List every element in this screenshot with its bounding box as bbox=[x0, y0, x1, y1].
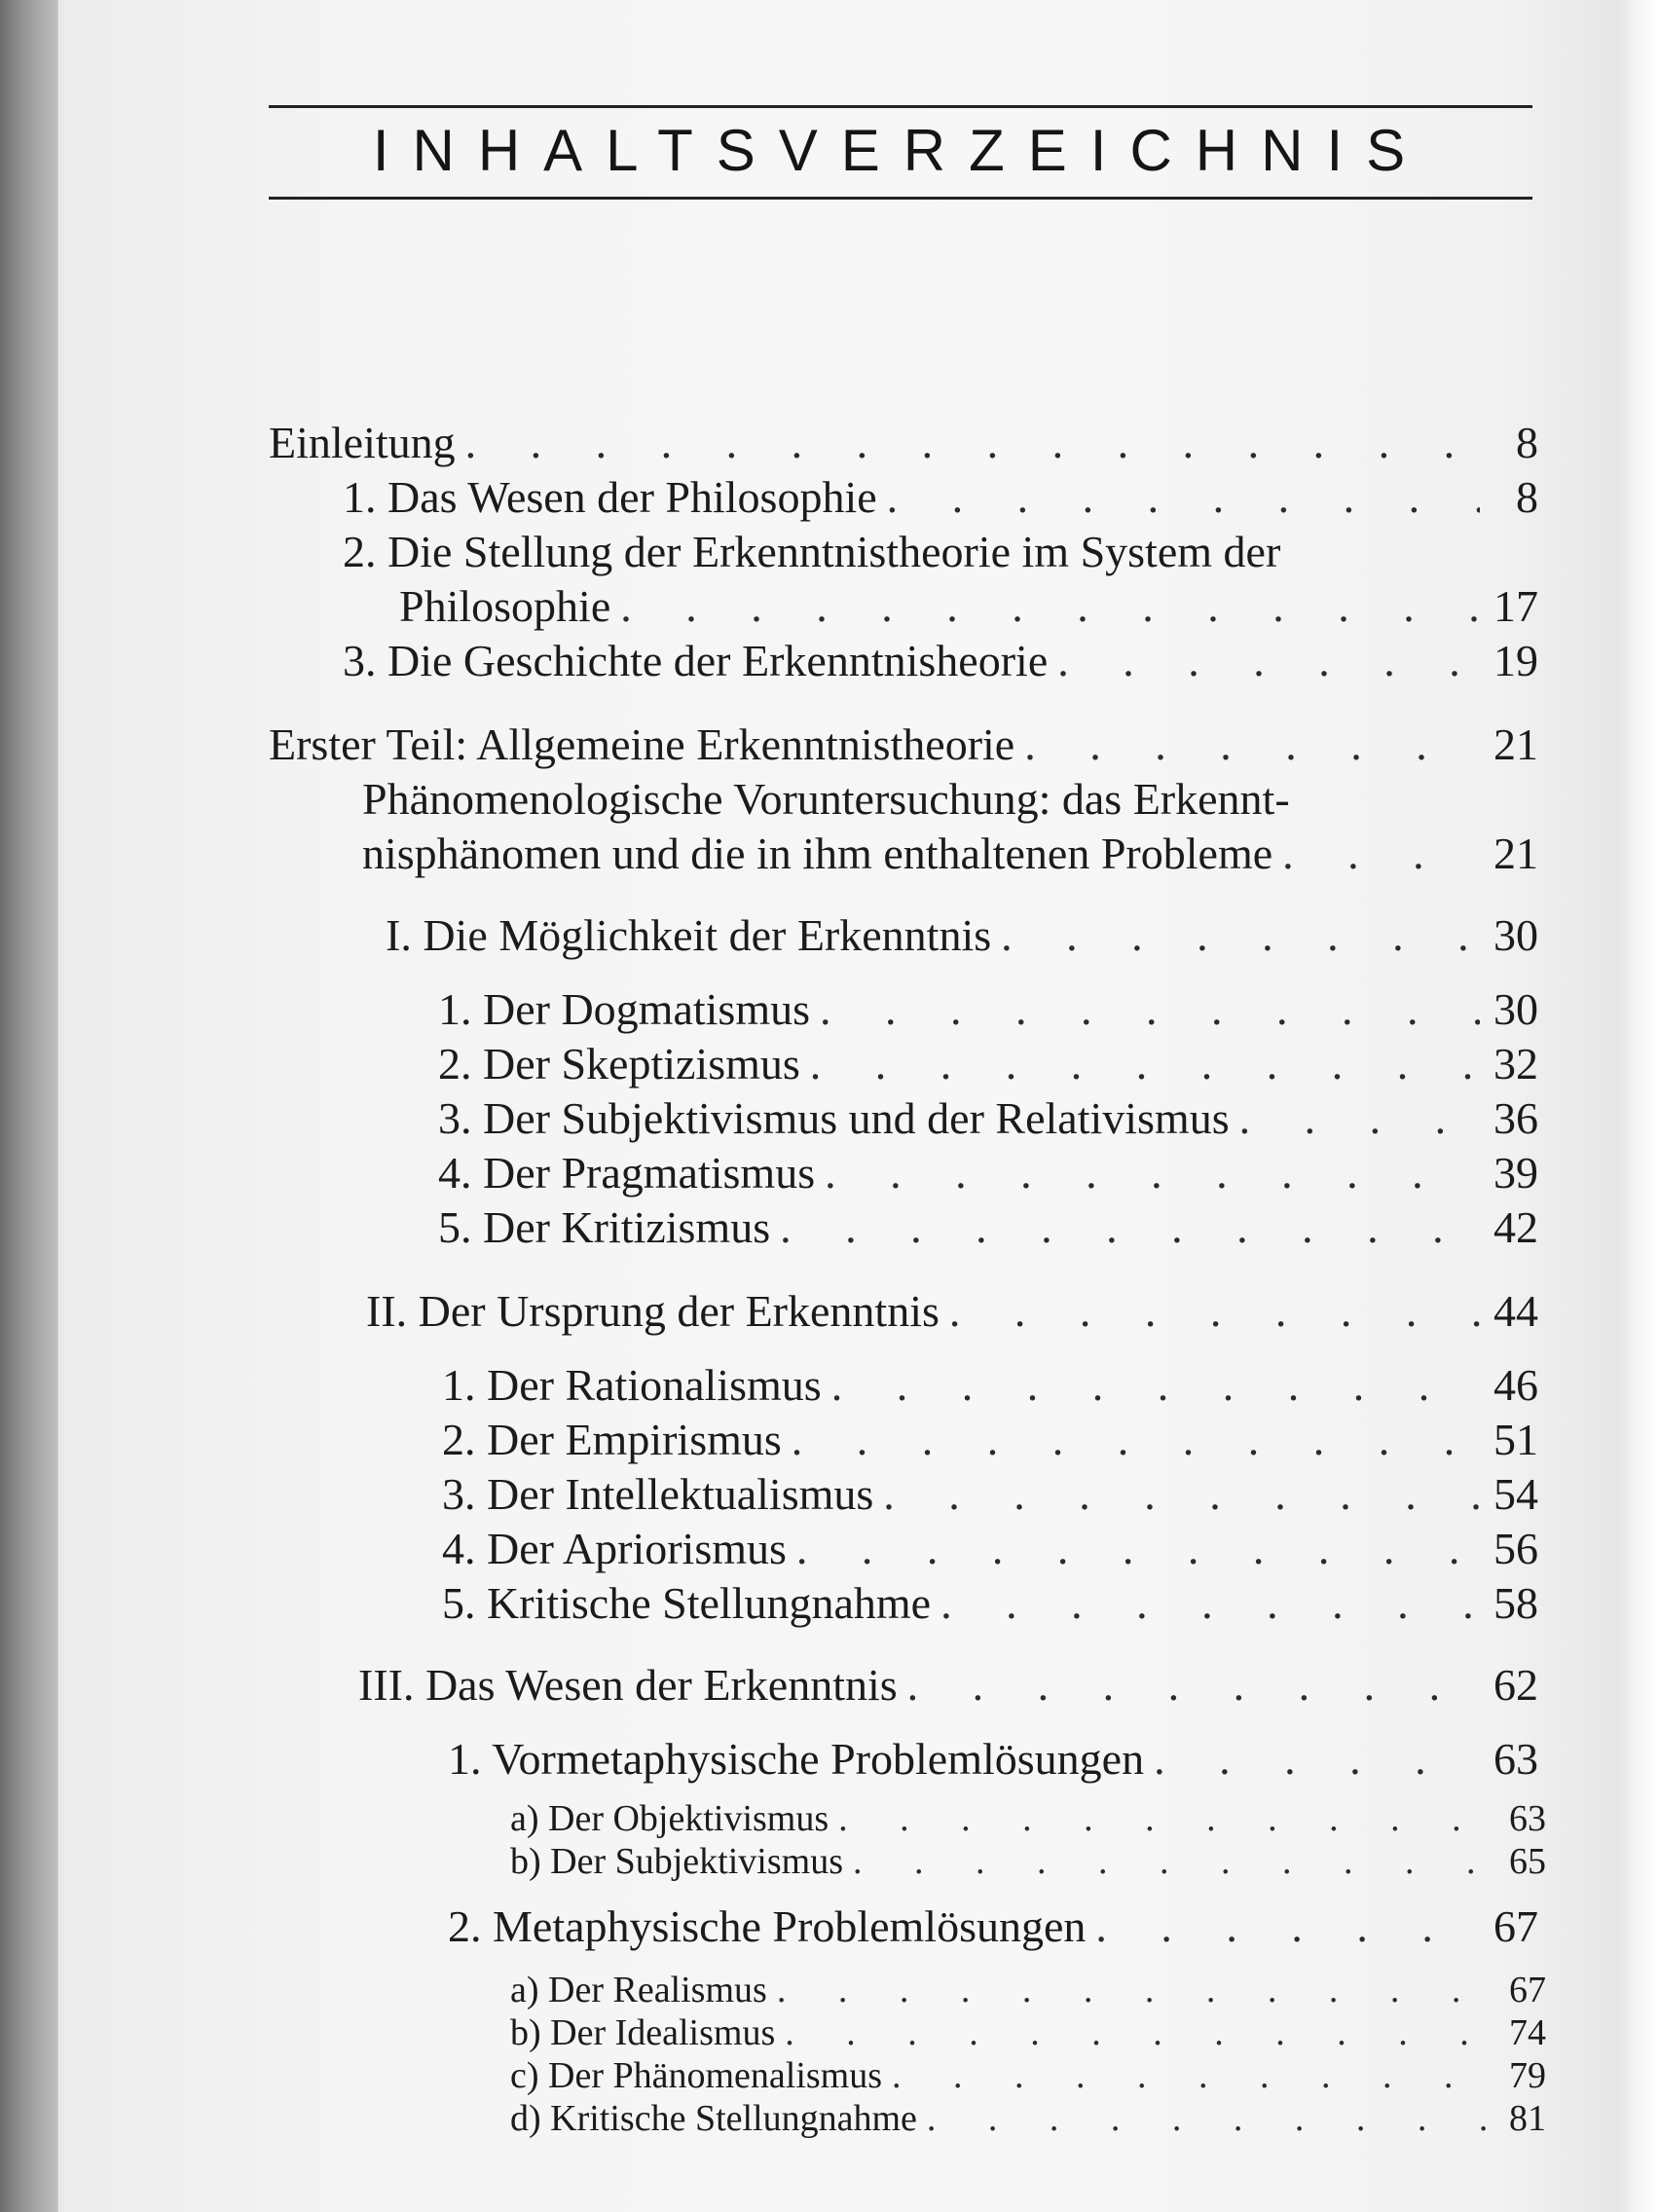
toc-entry-label: 5. Der Kritizismus bbox=[438, 1202, 771, 1252]
toc-entry-page: 65 bbox=[1509, 1841, 1546, 1882]
toc-entry bbox=[399, 580, 1538, 632]
toc-leader-dots bbox=[927, 2097, 1488, 2140]
toc-entry bbox=[366, 1285, 1538, 1337]
toc-entry-label: nisphänomen und die in ihm enthaltenen Probleme bbox=[362, 829, 1273, 878]
toc-leader-dots bbox=[792, 1414, 1480, 1465]
toc-entry-label: 3. Der Intellektualismus bbox=[442, 1469, 874, 1519]
toc-entry-page: 81 bbox=[1509, 2098, 1546, 2139]
toc-entry bbox=[362, 828, 1538, 879]
toc-leader-dots bbox=[949, 1285, 1480, 1337]
toc-entry bbox=[438, 1147, 1538, 1198]
toc-entry bbox=[442, 1359, 1538, 1411]
toc-entry bbox=[510, 2054, 1546, 2097]
toc-entry bbox=[442, 1577, 1538, 1629]
toc-entry-page: 8 bbox=[1516, 472, 1538, 522]
toc-leader-dots bbox=[831, 1359, 1480, 1411]
toc-entry-label: b) Der Idealismus bbox=[510, 2012, 776, 2053]
toc-leader-dots bbox=[777, 1969, 1488, 2011]
toc-entry-label: Einleitung bbox=[269, 418, 456, 467]
toc-entry-label: Phänomenologische Voruntersuchung: das Erkennt- bbox=[362, 774, 1290, 824]
toc-leader-dots bbox=[796, 1523, 1480, 1574]
toc-entry-page: 54 bbox=[1493, 1469, 1538, 1519]
toc-entry-page: 79 bbox=[1509, 2055, 1546, 2096]
toc-leader-dots bbox=[1095, 1900, 1480, 1952]
toc-entry-page: 74 bbox=[1509, 2012, 1546, 2053]
toc-entry-label: 3. Der Subjektivismus und der Relativismus bbox=[438, 1093, 1230, 1143]
toc-entry-label: 4. Der Pragmatismus bbox=[438, 1148, 816, 1198]
toc-entry-page: 46 bbox=[1493, 1360, 1538, 1410]
toc-entry-page: 21 bbox=[1493, 719, 1538, 769]
toc-entry-label: c) Der Phänomenalismus bbox=[510, 2055, 883, 2096]
toc-entry bbox=[386, 909, 1538, 961]
toc-entry bbox=[269, 417, 1538, 468]
toc-entry-label: 5. Kritische Stellungnahme bbox=[442, 1578, 932, 1628]
toc-entry bbox=[510, 2011, 1546, 2054]
toc-entry-label: I. Die Möglichkeit der Erkenntnis bbox=[386, 910, 992, 960]
toc-leader-dots bbox=[883, 1468, 1480, 1520]
toc-entry-label: 2. Der Skeptizismus bbox=[438, 1039, 800, 1088]
toc-entry-label: 2. Die Stellung der Erkenntnistheorie im System der bbox=[343, 527, 1281, 576]
toc-entry-page: 19 bbox=[1493, 636, 1538, 685]
toc-leader-dots bbox=[465, 417, 1480, 468]
toc-entry bbox=[442, 1523, 1538, 1574]
toc-leader-dots bbox=[820, 983, 1480, 1035]
toc-entry bbox=[343, 471, 1538, 523]
toc-entry-label: Philosophie bbox=[399, 581, 611, 631]
toc-leader-dots bbox=[780, 1201, 1480, 1253]
toc-entry-label: Erster Teil: Allgemeine Erkenntnistheorie bbox=[269, 719, 1015, 769]
toc-leader-dots bbox=[892, 2054, 1488, 2097]
toc-entry-label: b) Der Subjektivismus bbox=[510, 1841, 843, 1882]
toc-entry bbox=[362, 773, 1538, 825]
toc-entry bbox=[510, 1840, 1546, 1883]
toc-entry-label: II. Der Ursprung der Erkenntnis bbox=[366, 1286, 940, 1336]
toc-entry bbox=[343, 635, 1538, 686]
toc-entry-page: 30 bbox=[1493, 984, 1538, 1034]
toc-entry-label: 4. Der Apriorismus bbox=[442, 1524, 787, 1573]
toc-entry-page: 56 bbox=[1493, 1524, 1538, 1573]
toc-entry bbox=[448, 1900, 1538, 1952]
toc-entry bbox=[510, 2097, 1546, 2140]
toc-leader-dots bbox=[1024, 719, 1480, 770]
toc-entry-label: 1. Vormetaphysische Problemlösungen bbox=[448, 1734, 1145, 1784]
page-title: INHALTSVERZEICHNIS bbox=[372, 118, 1429, 183]
toc-entry-page: 67 bbox=[1493, 1901, 1538, 1951]
toc-entry-page: 58 bbox=[1493, 1578, 1538, 1628]
toc-entry-label: 1. Der Rationalismus bbox=[442, 1360, 822, 1410]
toc-entry-label: a) Der Objektivismus bbox=[510, 1798, 830, 1839]
toc-entry-page: 36 bbox=[1493, 1093, 1538, 1143]
toc-leader-dots bbox=[810, 1038, 1480, 1089]
toc-entry-label: 1. Der Dogmatismus bbox=[438, 984, 811, 1034]
toc-leader-dots bbox=[853, 1840, 1488, 1883]
toc-entry-page: 44 bbox=[1493, 1286, 1538, 1336]
toc-entry bbox=[510, 1969, 1546, 2011]
toc-leader-dots bbox=[620, 580, 1480, 632]
toc-entry-label: 3. Die Geschichte der Erkenntnisheorie bbox=[343, 636, 1049, 685]
toc-entry-page: 42 bbox=[1493, 1202, 1538, 1252]
toc-entry bbox=[438, 1092, 1538, 1144]
toc-entry-page: 39 bbox=[1493, 1148, 1538, 1198]
toc-entry-page: 51 bbox=[1493, 1415, 1538, 1464]
toc-entry bbox=[448, 1733, 1538, 1785]
toc-entry bbox=[269, 719, 1538, 770]
toc-entry-page: 62 bbox=[1493, 1660, 1538, 1710]
toc-leader-dots bbox=[1001, 909, 1480, 961]
toc-entry-label: d) Kritische Stellungnahme bbox=[510, 2098, 917, 2139]
toc-leader-dots bbox=[1282, 828, 1480, 879]
toc-entry-page: 30 bbox=[1493, 910, 1538, 960]
toc-entry bbox=[442, 1468, 1538, 1520]
toc-entry-page: 21 bbox=[1493, 829, 1538, 878]
toc-leader-dots bbox=[940, 1577, 1480, 1629]
toc-entry-page: 67 bbox=[1509, 1970, 1546, 2010]
toc-entry bbox=[438, 983, 1538, 1035]
toc-entry bbox=[510, 1797, 1546, 1840]
toc-entry-page: 17 bbox=[1493, 581, 1538, 631]
toc-entry-page: 32 bbox=[1493, 1039, 1538, 1088]
toc-entry-label: III. Das Wesen der Erkenntnis bbox=[358, 1660, 898, 1710]
toc-entry-page: 63 bbox=[1493, 1734, 1538, 1784]
toc-leader-dots bbox=[785, 2011, 1488, 2054]
toc-leader-dots bbox=[1239, 1092, 1480, 1144]
toc-leader-dots bbox=[838, 1797, 1488, 1840]
toc-entry-label: 2. Metaphysische Problemlösungen bbox=[448, 1901, 1087, 1951]
toc-entry bbox=[343, 526, 1538, 577]
toc-entry bbox=[442, 1414, 1538, 1465]
toc-entry-label: 2. Der Empirismus bbox=[442, 1415, 782, 1464]
toc-entry bbox=[438, 1038, 1538, 1089]
toc-entry bbox=[438, 1201, 1538, 1253]
toc-leader-dots bbox=[1057, 635, 1480, 686]
toc-leader-dots bbox=[825, 1147, 1480, 1198]
toc-entry bbox=[358, 1659, 1538, 1711]
toc-leader-dots bbox=[907, 1659, 1480, 1711]
toc-entry-page: 63 bbox=[1509, 1798, 1546, 1839]
toc-leader-dots bbox=[887, 471, 1480, 523]
toc-leader-dots bbox=[1154, 1733, 1480, 1785]
toc-entry-label: a) Der Realismus bbox=[510, 1970, 767, 2010]
toc-entry-label: 1. Das Wesen der Philosophie bbox=[343, 472, 877, 522]
toc-entry-page: 8 bbox=[1516, 418, 1538, 467]
